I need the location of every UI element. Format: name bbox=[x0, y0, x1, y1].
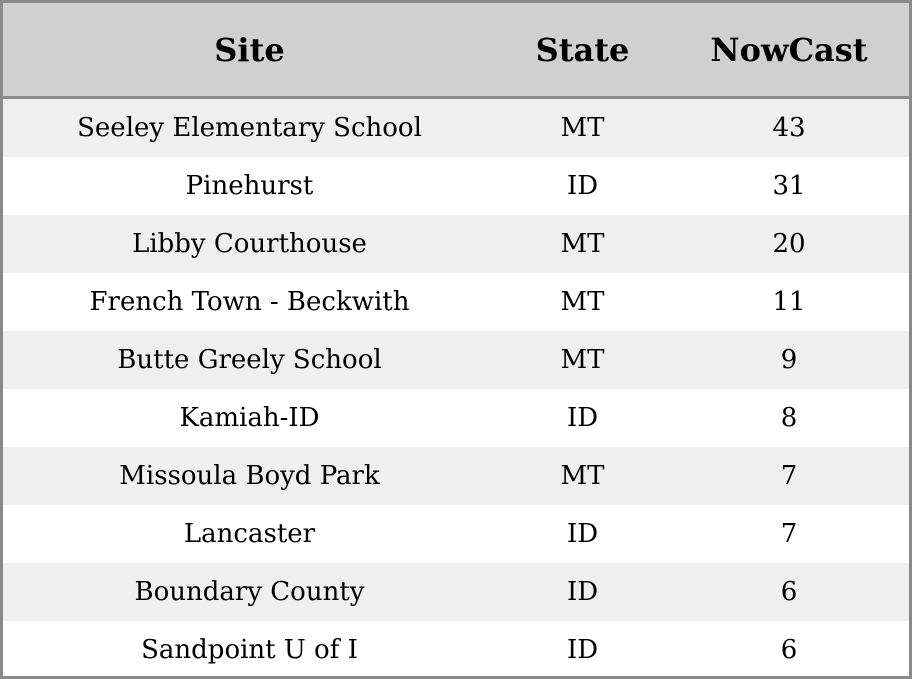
site-cell: Butte Greely School bbox=[3, 331, 496, 389]
column-header-nowcast: NowCast bbox=[669, 3, 909, 98]
site-cell: Lancaster bbox=[3, 505, 496, 563]
nowcast-table bbox=[3, 3, 909, 678]
site-cell: Sandpoint U of I bbox=[3, 621, 496, 678]
state-cell: ID bbox=[496, 389, 669, 447]
table-row bbox=[3, 563, 909, 621]
nowcast-cell: 31 bbox=[669, 157, 909, 215]
site-cell: Missoula Boyd Park bbox=[3, 447, 496, 505]
column-header-site: Site bbox=[3, 3, 496, 98]
state-cell: ID bbox=[496, 563, 669, 621]
site-cell: Boundary County bbox=[3, 563, 496, 621]
column-header-state: State bbox=[496, 3, 669, 98]
table-row bbox=[3, 273, 909, 331]
state-cell: MT bbox=[496, 98, 669, 158]
nowcast-cell: 43 bbox=[669, 98, 909, 158]
site-cell: Libby Courthouse bbox=[3, 215, 496, 273]
table-row bbox=[3, 389, 909, 447]
table-body bbox=[3, 98, 909, 679]
nowcast-cell: 11 bbox=[669, 273, 909, 331]
table-row bbox=[3, 98, 909, 158]
state-cell: ID bbox=[496, 157, 669, 215]
table-row bbox=[3, 447, 909, 505]
nowcast-cell: 6 bbox=[669, 563, 909, 621]
table-row bbox=[3, 331, 909, 389]
table-row bbox=[3, 621, 909, 678]
nowcast-cell: 7 bbox=[669, 447, 909, 505]
table-header-row bbox=[3, 3, 909, 98]
table-row bbox=[3, 505, 909, 563]
state-cell: MT bbox=[496, 215, 669, 273]
nowcast-cell: 9 bbox=[669, 331, 909, 389]
state-cell: MT bbox=[496, 331, 669, 389]
state-cell: ID bbox=[496, 621, 669, 678]
table-row bbox=[3, 157, 909, 215]
state-cell: MT bbox=[496, 273, 669, 331]
state-cell: MT bbox=[496, 447, 669, 505]
site-cell: Seeley Elementary School bbox=[3, 98, 496, 158]
site-cell: Kamiah-ID bbox=[3, 389, 496, 447]
nowcast-cell: 6 bbox=[669, 621, 909, 678]
nowcast-cell: 20 bbox=[669, 215, 909, 273]
nowcast-cell: 8 bbox=[669, 389, 909, 447]
site-cell: French Town - Beckwith bbox=[3, 273, 496, 331]
nowcast-cell: 7 bbox=[669, 505, 909, 563]
site-cell: Pinehurst bbox=[3, 157, 496, 215]
state-cell: ID bbox=[496, 505, 669, 563]
table-row bbox=[3, 215, 909, 273]
